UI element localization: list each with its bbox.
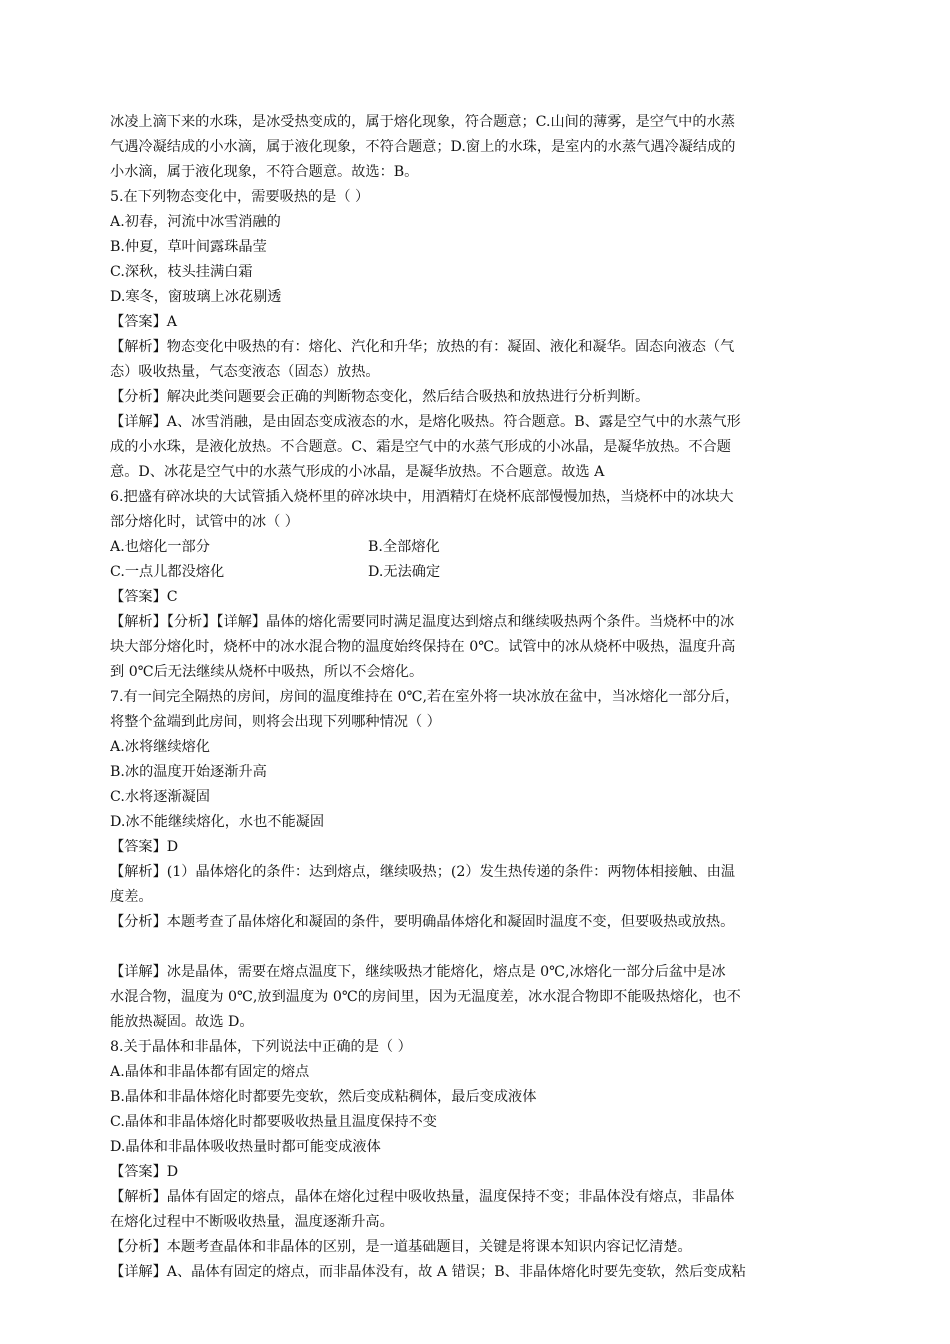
text-line: 小水滴，属于液化现象，不符合题意。故选：B。 (110, 164, 419, 180)
text-line: A.晶体和非晶体都有固定的熔点 (110, 1064, 310, 1080)
text-line: B.仲夏，草叶间露珠晶莹 (110, 239, 267, 255)
text-line: 【分析】本题考查晶体和非晶体的区别，是一道基础题目，关键是将课本知识内容记忆清楚。 (110, 1239, 692, 1255)
text-line: 态）吸收热量，气态变液态（固态）放热。 (110, 364, 380, 380)
text-line: A.冰将继续熔化 (110, 739, 210, 755)
text-line: 能放热凝固。故选 D。 (110, 1014, 254, 1030)
text-line: 【分析】解决此类问题要会正确的判断物态变化，然后结合吸热和放热进行分析判断。 (110, 389, 650, 405)
q6-option-d: D.无法确定 (368, 564, 441, 580)
text-block-3 (110, 960, 845, 1285)
text-line: 块大部分熔化时，烧杯中的冰水混合物的温度始终保持在 0℃。试管中的冰从烧杯中吸热，温度升高 (110, 639, 736, 655)
text-line: 到 0℃后无法继续从烧杯中吸热，所以不会熔化。 (110, 664, 424, 680)
text-line: B.冰的温度开始逐渐升高 (110, 764, 267, 780)
text-line: C.水将逐渐凝固 (110, 789, 210, 805)
text-line: 8.关于晶体和非晶体，下列说法中正确的是（ ） (110, 1039, 412, 1055)
text-block-2 (110, 585, 845, 935)
text-line: 【详解】冰是晶体，需要在熔点温度下，继续吸热才能熔化，熔点是 0℃,冰熔化一部分后盆中是冰 (110, 964, 726, 980)
text-line: 【详解】A、冰雪消融，是由固态变成液态的水，是熔化吸热。符合题意。B、露是空气中的水蒸气形 (110, 414, 741, 430)
text-line: 【答案】D (110, 1164, 179, 1180)
blank-line (110, 935, 845, 960)
text-line: A.初春，河流中冰雪消融的 (110, 214, 281, 230)
text-block-1 (110, 110, 845, 535)
document-page (110, 110, 845, 1285)
text-line: 6.把盛有碎冰块的大试管插入烧杯里的碎冰块中，用酒精灯在烧杯底部慢慢加热，当烧杯中的冰块大 (110, 489, 734, 505)
text-line: 冰凌上滴下来的水珠，是冰受热变成的，属于熔化现象，符合题意；C.山间的薄雾，是空气中的水蒸 (110, 114, 735, 130)
text-line: 【解析】【分析】【详解】晶体的熔化需要同时满足温度达到熔点和继续吸热两个条件。当烧杯中的冰 (110, 614, 735, 630)
text-line: 7.有一间完全隔热的房间，房间的温度维持在 0℃,若在室外将一块冰放在盆中，当冰熔化一部分后， (110, 689, 740, 705)
text-line: 水混合物，温度为 0℃,放到温度为 0℃的房间里，因为无温度差，冰水混合物即不能吸热熔化，也不 (110, 989, 741, 1005)
text-line: D.晶体和非晶体吸收热量时都可能变成液体 (110, 1139, 381, 1155)
text-line: 【答案】D (110, 839, 179, 855)
text-line: C.深秋，枝头挂满白霜 (110, 264, 253, 280)
text-line: B.晶体和非晶体熔化时都要先变软，然后变成粘稠体，最后变成液体 (110, 1089, 537, 1105)
text-line: 【解析】晶体有固定的熔点，晶体在熔化过程中吸收热量，温度保持不变；非晶体没有熔点，非晶体 (110, 1189, 735, 1205)
q6-option-b: B.全部熔化 (368, 539, 440, 555)
text-line: D.冰不能继续熔化，水也不能凝固 (110, 814, 325, 830)
text-line: 将整个盆端到此房间，则将会出现下列哪种情况（ ） (110, 714, 441, 730)
text-line: 【详解】A、晶体有固定的熔点，而非晶体没有，故 A 错误；B、非晶体熔化时要先变软，然后变成粘 (110, 1264, 746, 1280)
q6-option-c: C.一点儿都没熔化 (110, 564, 225, 580)
text-line: 气遇冷凝结成的小水滴，属于液化现象，不符合题意；D.窗上的水珠，是室内的水蒸气遇冷凝结成的 (110, 139, 736, 155)
text-line: 部分熔化时，试管中的冰（ ） (110, 514, 299, 530)
text-line: D.寒冬，窗玻璃上冰花剔透 (110, 289, 282, 305)
text-line: 度差。 (110, 889, 153, 905)
text-line: 【答案】A (110, 314, 177, 330)
text-line: 在熔化过程中不断吸收热量，温度逐渐升高。 (110, 1214, 394, 1230)
text-line: 【答案】C (110, 589, 178, 605)
text-line: 【分析】本题考查了晶体熔化和凝固的条件，要明确晶体熔化和凝固时温度不变，但要吸热或放热。 (110, 914, 735, 930)
text-line: 意。D、冰花是空气中的水蒸气形成的小冰晶，是凝华放热。不合题意。故选 A (110, 464, 605, 480)
text-line: 【解析】物态变化中吸热的有：熔化、汽化和升华；放热的有：凝固、液化和凝华。固态向液态（气 (110, 339, 735, 355)
text-line: 成的小水珠，是液化放热。不合题意。C、霜是空气中的水蒸气形成的小冰晶，是凝华放热。不合题 (110, 439, 731, 455)
text-line: C.晶体和非晶体熔化时都要吸收热量且温度保持不变 (110, 1114, 437, 1130)
text-line: 【解析】(1）晶体熔化的条件：达到熔点，继续吸热；(2）发生热传递的条件：两物体相接触、由温 (110, 864, 736, 880)
text-line: 5.在下列物态变化中，需要吸热的是（ ） (110, 189, 370, 205)
q6-option-a: A.也熔化一部分 (110, 539, 210, 555)
q6-options-row-1 (110, 535, 845, 560)
q6-options-row-2 (110, 560, 845, 585)
